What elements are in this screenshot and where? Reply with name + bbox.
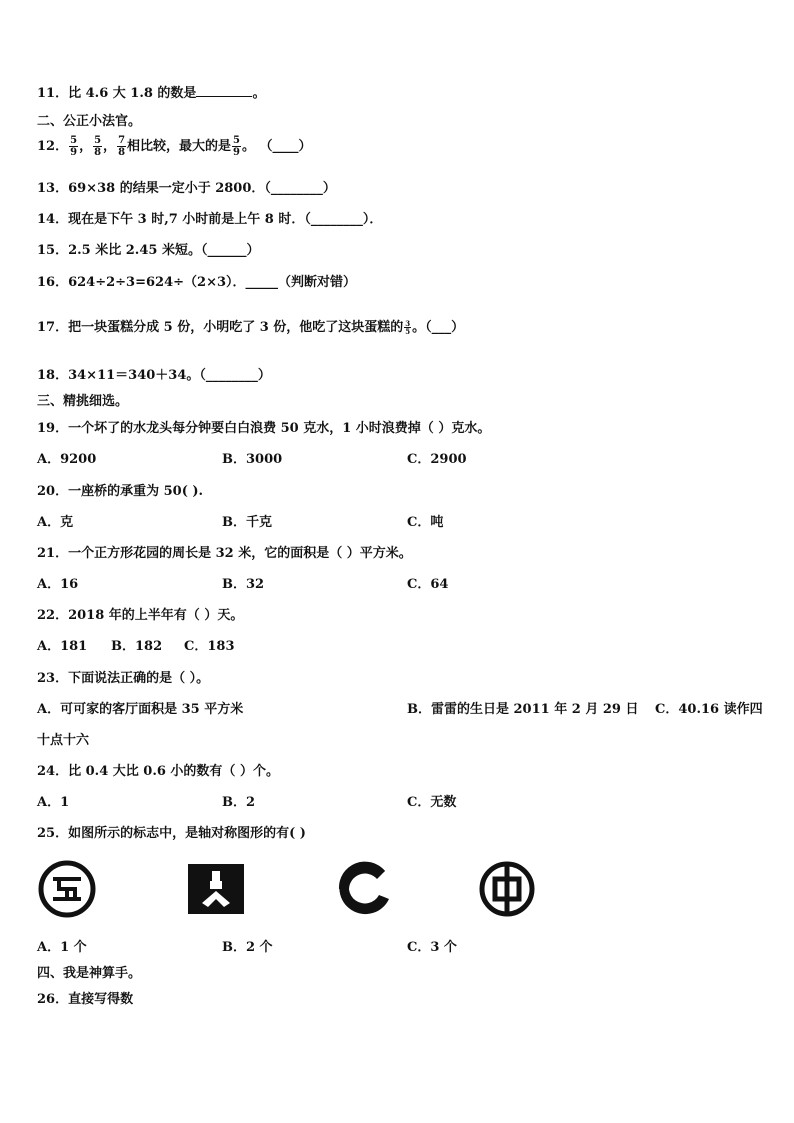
fraction-3-5: $\frac{3}{5}$ (405, 319, 411, 336)
question-19: 19．一个坏了的水龙头每分钟要白白浪费 50 克水，1 小时浪费掉（ ）克水。 (37, 421, 491, 436)
question-22: 22．2018 年的上半年有（ ）天。 (37, 608, 244, 623)
q22-option-c[interactable]: C．183 (184, 639, 235, 654)
q24-option-a[interactable]: A．1 (37, 795, 70, 810)
q23-option-b[interactable]: B．雷雷的生日是 2011 年 2 月 29 日 (407, 702, 639, 717)
question-21: 21．一个正方形花园的周长是 32 米，它的面积是（ ）平方米。 (37, 546, 412, 561)
q20-option-b[interactable]: B．千克 (222, 515, 272, 530)
q24-option-c[interactable]: C．无数 (407, 795, 457, 810)
question-13: 13．69×38 的结果一定小于 2800．（________） (37, 181, 336, 196)
question-20: 20．一座桥的承重为 50( ). (37, 484, 204, 499)
question-17 (37, 316, 464, 335)
fraction-5-9-answer: $\frac{5}{9}$ (233, 135, 241, 158)
q23-option-c[interactable]: C．40.16 读作四 (655, 702, 763, 717)
q11-text: 比 4.6 大 1.8 的数是 (68, 86, 197, 101)
question-23: 23．下面说法正确的是（ ）。 (37, 671, 210, 686)
q11-tail: 。 (252, 86, 266, 101)
q21-option-c[interactable]: C．64 (407, 577, 449, 592)
q19-option-c[interactable]: C．2900 (407, 452, 467, 467)
question-18: 18．34×11＝340＋34。（________） (37, 368, 271, 383)
bank-logo-1-icon (37, 859, 97, 919)
section-4-heading: 四、我是神算手。 (37, 966, 142, 981)
q20-option-a[interactable]: A．克 (37, 515, 74, 530)
q17-text: 17．把一块蛋糕分成 5 份，小明吃了 3 份，他吃了这块蛋糕的 (37, 320, 404, 335)
bank-logo-2-icon (186, 859, 246, 919)
q23-option-c-continued: 十点十六 (37, 733, 90, 748)
question-16: 16．624÷2÷3=624÷（2×3）．_____（判断对错） (37, 275, 357, 290)
q19-option-b[interactable]: B．3000 (222, 452, 283, 467)
q22-option-a[interactable]: A．181 (37, 639, 88, 654)
question-26: 26．直接写得数 (37, 992, 134, 1007)
section-2-heading: 二、公正小法官。 (37, 114, 142, 129)
q19-option-a[interactable]: A．9200 (37, 452, 97, 467)
q24-option-b[interactable]: B．2 (222, 795, 256, 810)
question-24: 24．比 0.4 大比 0.6 小的数有（ ）个。 (37, 764, 279, 779)
q12-text: 相比较，最大的是 (127, 139, 232, 154)
q22-option-b[interactable]: B．182 (111, 639, 163, 654)
fraction-5-8: $\frac{5}{8}$ (94, 135, 102, 158)
q11-number: 11． (37, 86, 69, 101)
q25-option-b[interactable]: B．2 个 (222, 940, 273, 955)
q25-option-a[interactable]: A．1 个 (37, 940, 87, 955)
q12-sep: ， (103, 139, 117, 154)
q20-option-c[interactable]: C．吨 (407, 515, 444, 530)
question-25: 25．如图所示的标志中，是轴对称图形的有( ) (37, 826, 306, 841)
q23-option-a[interactable]: A．可可家的客厅面积是 35 平方米 (37, 702, 244, 717)
q12-sep: ， (79, 139, 93, 154)
question-11 (37, 82, 265, 101)
section-3-heading: 三、精挑细选。 (37, 394, 129, 409)
bank-logo-3-icon (335, 859, 395, 919)
fraction-7-8: $\frac{7}{8}$ (118, 135, 126, 158)
q11-answer-blank[interactable] (196, 84, 252, 97)
q21-option-b[interactable]: B．32 (222, 577, 265, 592)
question-14: 14．现在是下午 3 时,7 小时前是上午 8 时．（________）． (37, 212, 383, 227)
question-12 (37, 135, 312, 158)
q21-option-a[interactable]: A．16 (37, 577, 79, 592)
q17-tail: 。（___） (412, 320, 465, 335)
q12-tail: 。 （____） (242, 139, 312, 154)
question-15: 15．2.5 米比 2.45 米短。（______） (37, 243, 260, 258)
bank-logo-4-icon (477, 859, 537, 919)
q25-option-c[interactable]: C．3 个 (407, 940, 457, 955)
q12-number: 12． (37, 139, 69, 154)
fraction-5-9: $\frac{5}{9}$ (70, 135, 78, 158)
